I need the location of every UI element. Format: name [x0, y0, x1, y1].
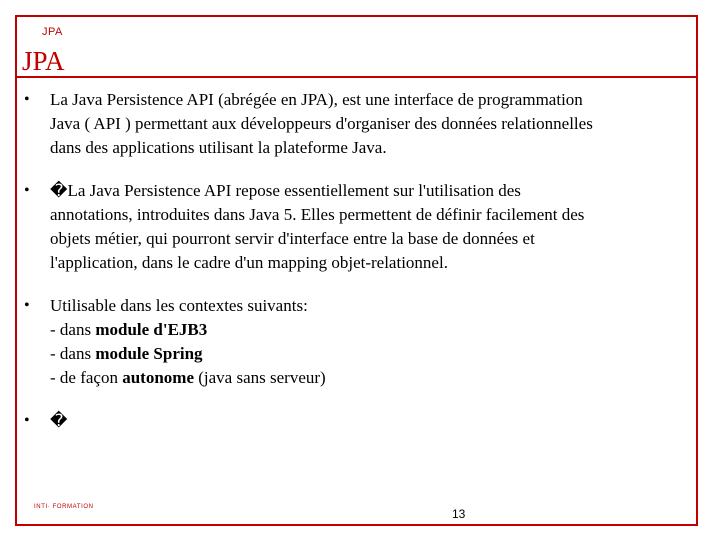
text-line: objets métier, qui pourront servir d'interface entre la base de données et	[50, 229, 535, 248]
header-label: JPA	[42, 26, 63, 38]
bullet-item	[24, 409, 694, 433]
context-item: - dans module d'EJB3	[50, 320, 208, 339]
context-item: - dans module Spring	[50, 344, 203, 363]
replacement-glyph-icon: �	[50, 181, 68, 201]
text-line: Utilisable dans les contextes suivants:	[50, 296, 308, 315]
bullet-item	[24, 179, 694, 275]
text-line: Java ( API ) permettant aux développeurs d'organiser des données relationnelles	[50, 114, 593, 133]
replacement-glyph-icon: �	[50, 411, 68, 431]
text-line: l'application, dans le cadre d'un mapping objet-relationnel.	[50, 253, 448, 272]
slide-title: JPA	[22, 46, 65, 76]
text-line: La Java Persistence API repose essentiellement sur l'utilisation des	[67, 181, 521, 200]
bullet-item	[24, 88, 694, 160]
bullet-dot: •	[24, 297, 30, 314]
bullet-dot: •	[24, 91, 30, 108]
bullet-dot: •	[24, 182, 30, 199]
context-item: - de façon autonome (java sans serveur)	[50, 368, 326, 387]
bullet-item	[24, 294, 694, 390]
footer-logo: INTI· FORMATION	[34, 504, 94, 510]
text-line: La Java Persistence API (abrégée en JPA), est une interface de programmation	[50, 90, 583, 109]
slide-content	[24, 88, 694, 452]
title-divider	[17, 76, 696, 78]
text-line: annotations, introduites dans Java 5. Elles permettent de définir facilement des	[50, 205, 585, 224]
text-line: dans des applications utilisant la plateforme Java.	[50, 138, 387, 157]
page-number: 13	[452, 507, 466, 521]
bullet-dot: •	[24, 412, 30, 429]
